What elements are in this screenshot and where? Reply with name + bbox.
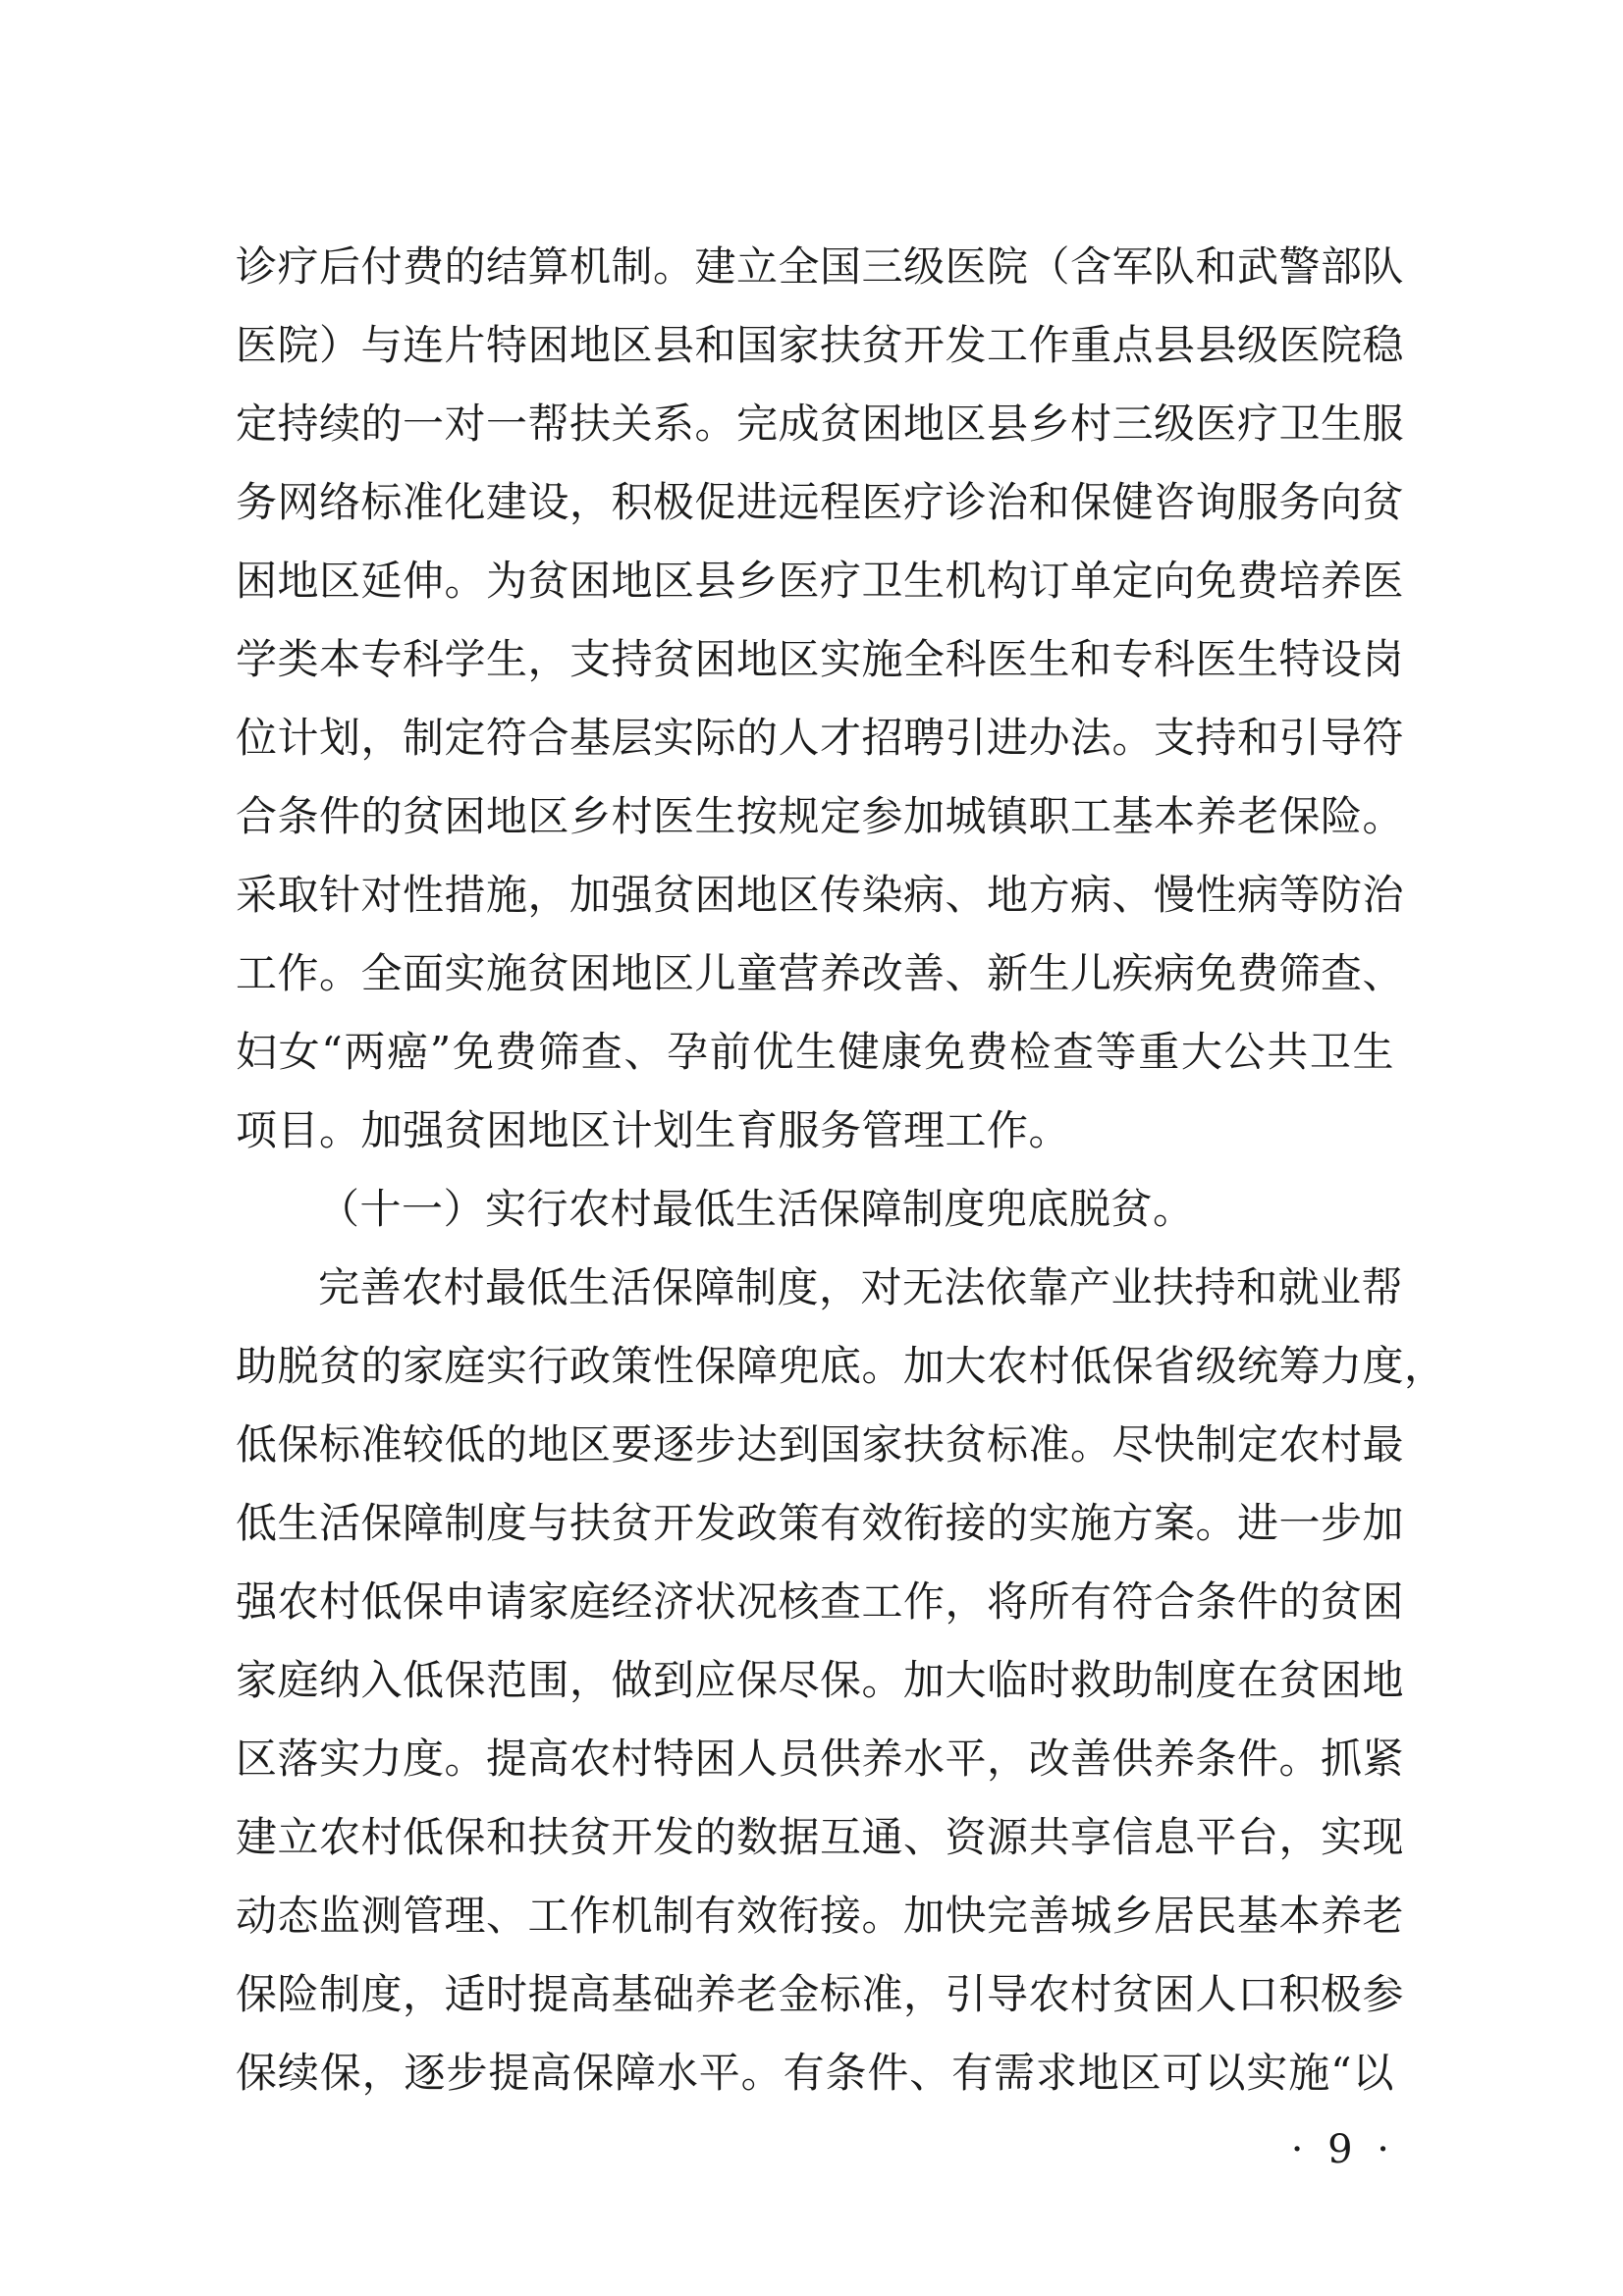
text-line: 务网络标准化建设，积极促进远程医疗诊治和保健咨询服务向贫	[236, 478, 1405, 526]
text-line: 完善农村最低生活保障制度，对无法依靠产业扶持和就业帮	[318, 1263, 1404, 1311]
text-line: 建立农村低保和扶贫开发的数据互通、资源共享信息平台，实现	[236, 1813, 1405, 1861]
text-line: 强农村低保申请家庭经济状况核查工作，将所有符合条件的贫困	[236, 1577, 1405, 1626]
paragraph-minimum-living-security	[236, 1249, 1446, 2112]
body-text	[236, 228, 1446, 2112]
text-line: 位计划，制定符合基层实际的人才招聘引进办法。支持和引导符	[236, 714, 1405, 762]
text-line: 保续保，逐步提高保障水平。有条件、有需求地区可以实施“以	[236, 2049, 1394, 2097]
text-line: 保险制度，适时提高基础养老金标准，引导农村贫困人口积极参	[236, 1970, 1405, 2018]
page-number: · 9 ·	[1290, 2127, 1395, 2172]
text-line: 学类本专科学生，支持贫困地区实施全科医生和专科医生特设岗	[236, 635, 1405, 683]
text-line: 定持续的一对一帮扶关系。完成贫困地区县乡村三级医疗卫生服	[236, 400, 1405, 448]
text-line: 医院）与连片特困地区县和国家扶贫开发工作重点县县级医院稳	[236, 321, 1405, 369]
text-line: 合条件的贫困地区乡村医生按规定参加城镇职工基本养老保险。	[236, 792, 1405, 840]
text-line: 低生活保障制度与扶贫开发政策有效衔接的实施方案。进一步加	[236, 1499, 1405, 1547]
text-line: 妇女“两癌”免费筛查、孕前优生健康免费检查等重大公共卫生	[236, 1028, 1394, 1076]
paragraph-healthcare	[236, 228, 1405, 1170]
section-heading: （十一）实行农村最低生活保障制度兜底脱贫。	[318, 1185, 1195, 1233]
text-line: 项目。加强贫困地区计划生育服务管理工作。	[236, 1106, 1071, 1154]
text-line: 工作。全面实施贫困地区儿童营养改善、新生儿疾病免费筛查、	[236, 949, 1405, 997]
text-line: 困地区延伸。为贫困地区县乡医疗卫生机构订单定向免费培养医	[236, 557, 1405, 605]
text-line: 区落实力度。提高农村特困人员供养水平，改善供养条件。抓紧	[236, 1735, 1405, 1783]
text-line: 采取针对性措施，加强贫困地区传染病、地方病、慢性病等防治	[236, 871, 1405, 919]
text-line: 诊疗后付费的结算机制。建立全国三级医院（含军队和武警部队	[236, 242, 1405, 291]
text-line: 家庭纳入低保范围，做到应保尽保。加大临时救助制度在贫困地	[236, 1656, 1405, 1704]
text-line: 低保标准较低的地区要逐步达到国家扶贫标准。尽快制定农村最	[236, 1420, 1405, 1468]
text-line: 助脱贫的家庭实行政策性保障兜底。加大农村低保省级统筹力度，	[236, 1342, 1446, 1390]
text-line: 动态监测管理、工作机制有效衔接。加快完善城乡居民基本养老	[236, 1892, 1405, 1940]
